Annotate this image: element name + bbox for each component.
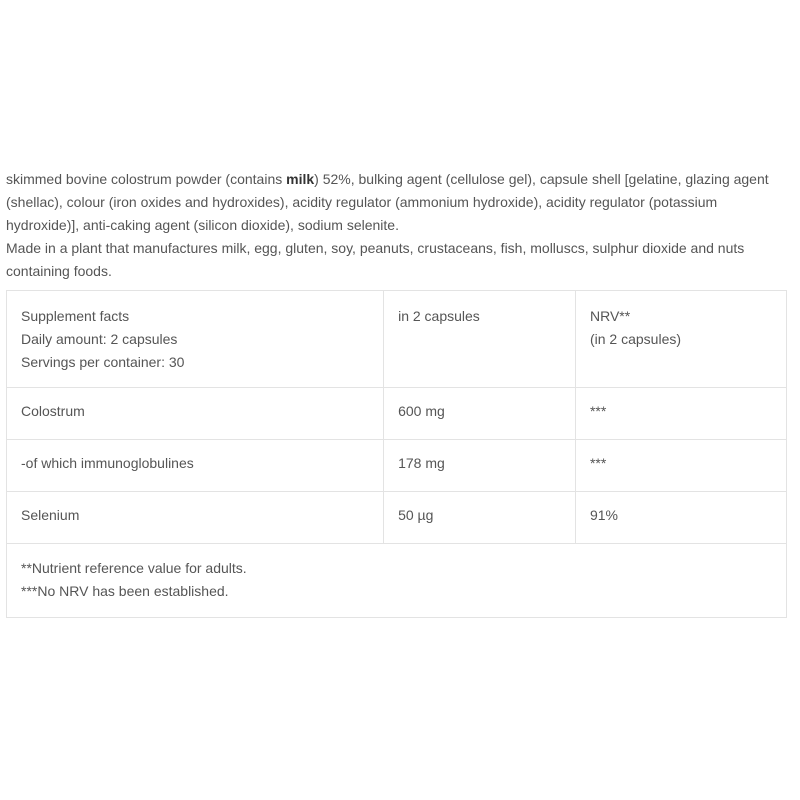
header-nrv-sub: (in 2 capsules) [589, 331, 682, 347]
nutrient-name: Colostrum [7, 388, 384, 440]
nutrient-amount: 600 mg [384, 388, 576, 440]
nutrient-nrv: *** [575, 388, 786, 440]
supplement-facts-table [6, 290, 787, 618]
nutrient-name: Selenium [7, 492, 384, 544]
header-daily-amount: Daily amount: 2 capsules [21, 331, 178, 347]
header-cell-facts [7, 291, 384, 388]
table-row [7, 440, 787, 492]
footnote-cell [7, 544, 787, 618]
header-servings: Servings per container: 30 [21, 354, 185, 370]
table-footnote-row [7, 544, 787, 618]
nutrient-amount: 50 µg [384, 492, 576, 544]
header-amount-label: in 2 capsules [398, 308, 480, 324]
ingredients-part-2: ) 52%, bulking agent (cellulose gel), capsule shell [gelatine, glazing agent (shellac), colour (iron oxides and hydroxides), acidity regulator (ammonium hydroxide), acidity regulator (potassium hydroxide)], anti-caking agent (silicon dioxide), sodium selenite. [6, 171, 769, 233]
allergen-note: Made in a plant that manufactures milk, egg, gluten, soy, peanuts, crustaceans, fish, molluscs, sulphur dioxide and nuts containing foods. [6, 240, 745, 279]
header-nrv-label: NRV** [589, 308, 631, 324]
footnote-no-nrv: ***No NRV has been established. [21, 583, 229, 599]
nutrient-name: -of which immunoglobulines [7, 440, 384, 492]
header-cell-amount [384, 291, 576, 388]
ingredients-part-1: skimmed bovine colostrum powder (contains [6, 171, 287, 187]
header-facts-title: Supplement facts [21, 308, 130, 324]
nutrient-amount: 178 mg [384, 440, 576, 492]
table-header-row [7, 291, 787, 388]
allergen-milk: milk [286, 171, 315, 187]
header-cell-nrv [575, 291, 786, 388]
nutrient-nrv: *** [575, 440, 786, 492]
ingredients-list [6, 168, 786, 237]
ingredients-text [6, 168, 786, 283]
nutrient-nrv: 91% [575, 492, 786, 544]
table-row [7, 492, 787, 544]
table-row [7, 388, 787, 440]
footnote-nrv: **Nutrient reference value for adults. [21, 560, 247, 576]
